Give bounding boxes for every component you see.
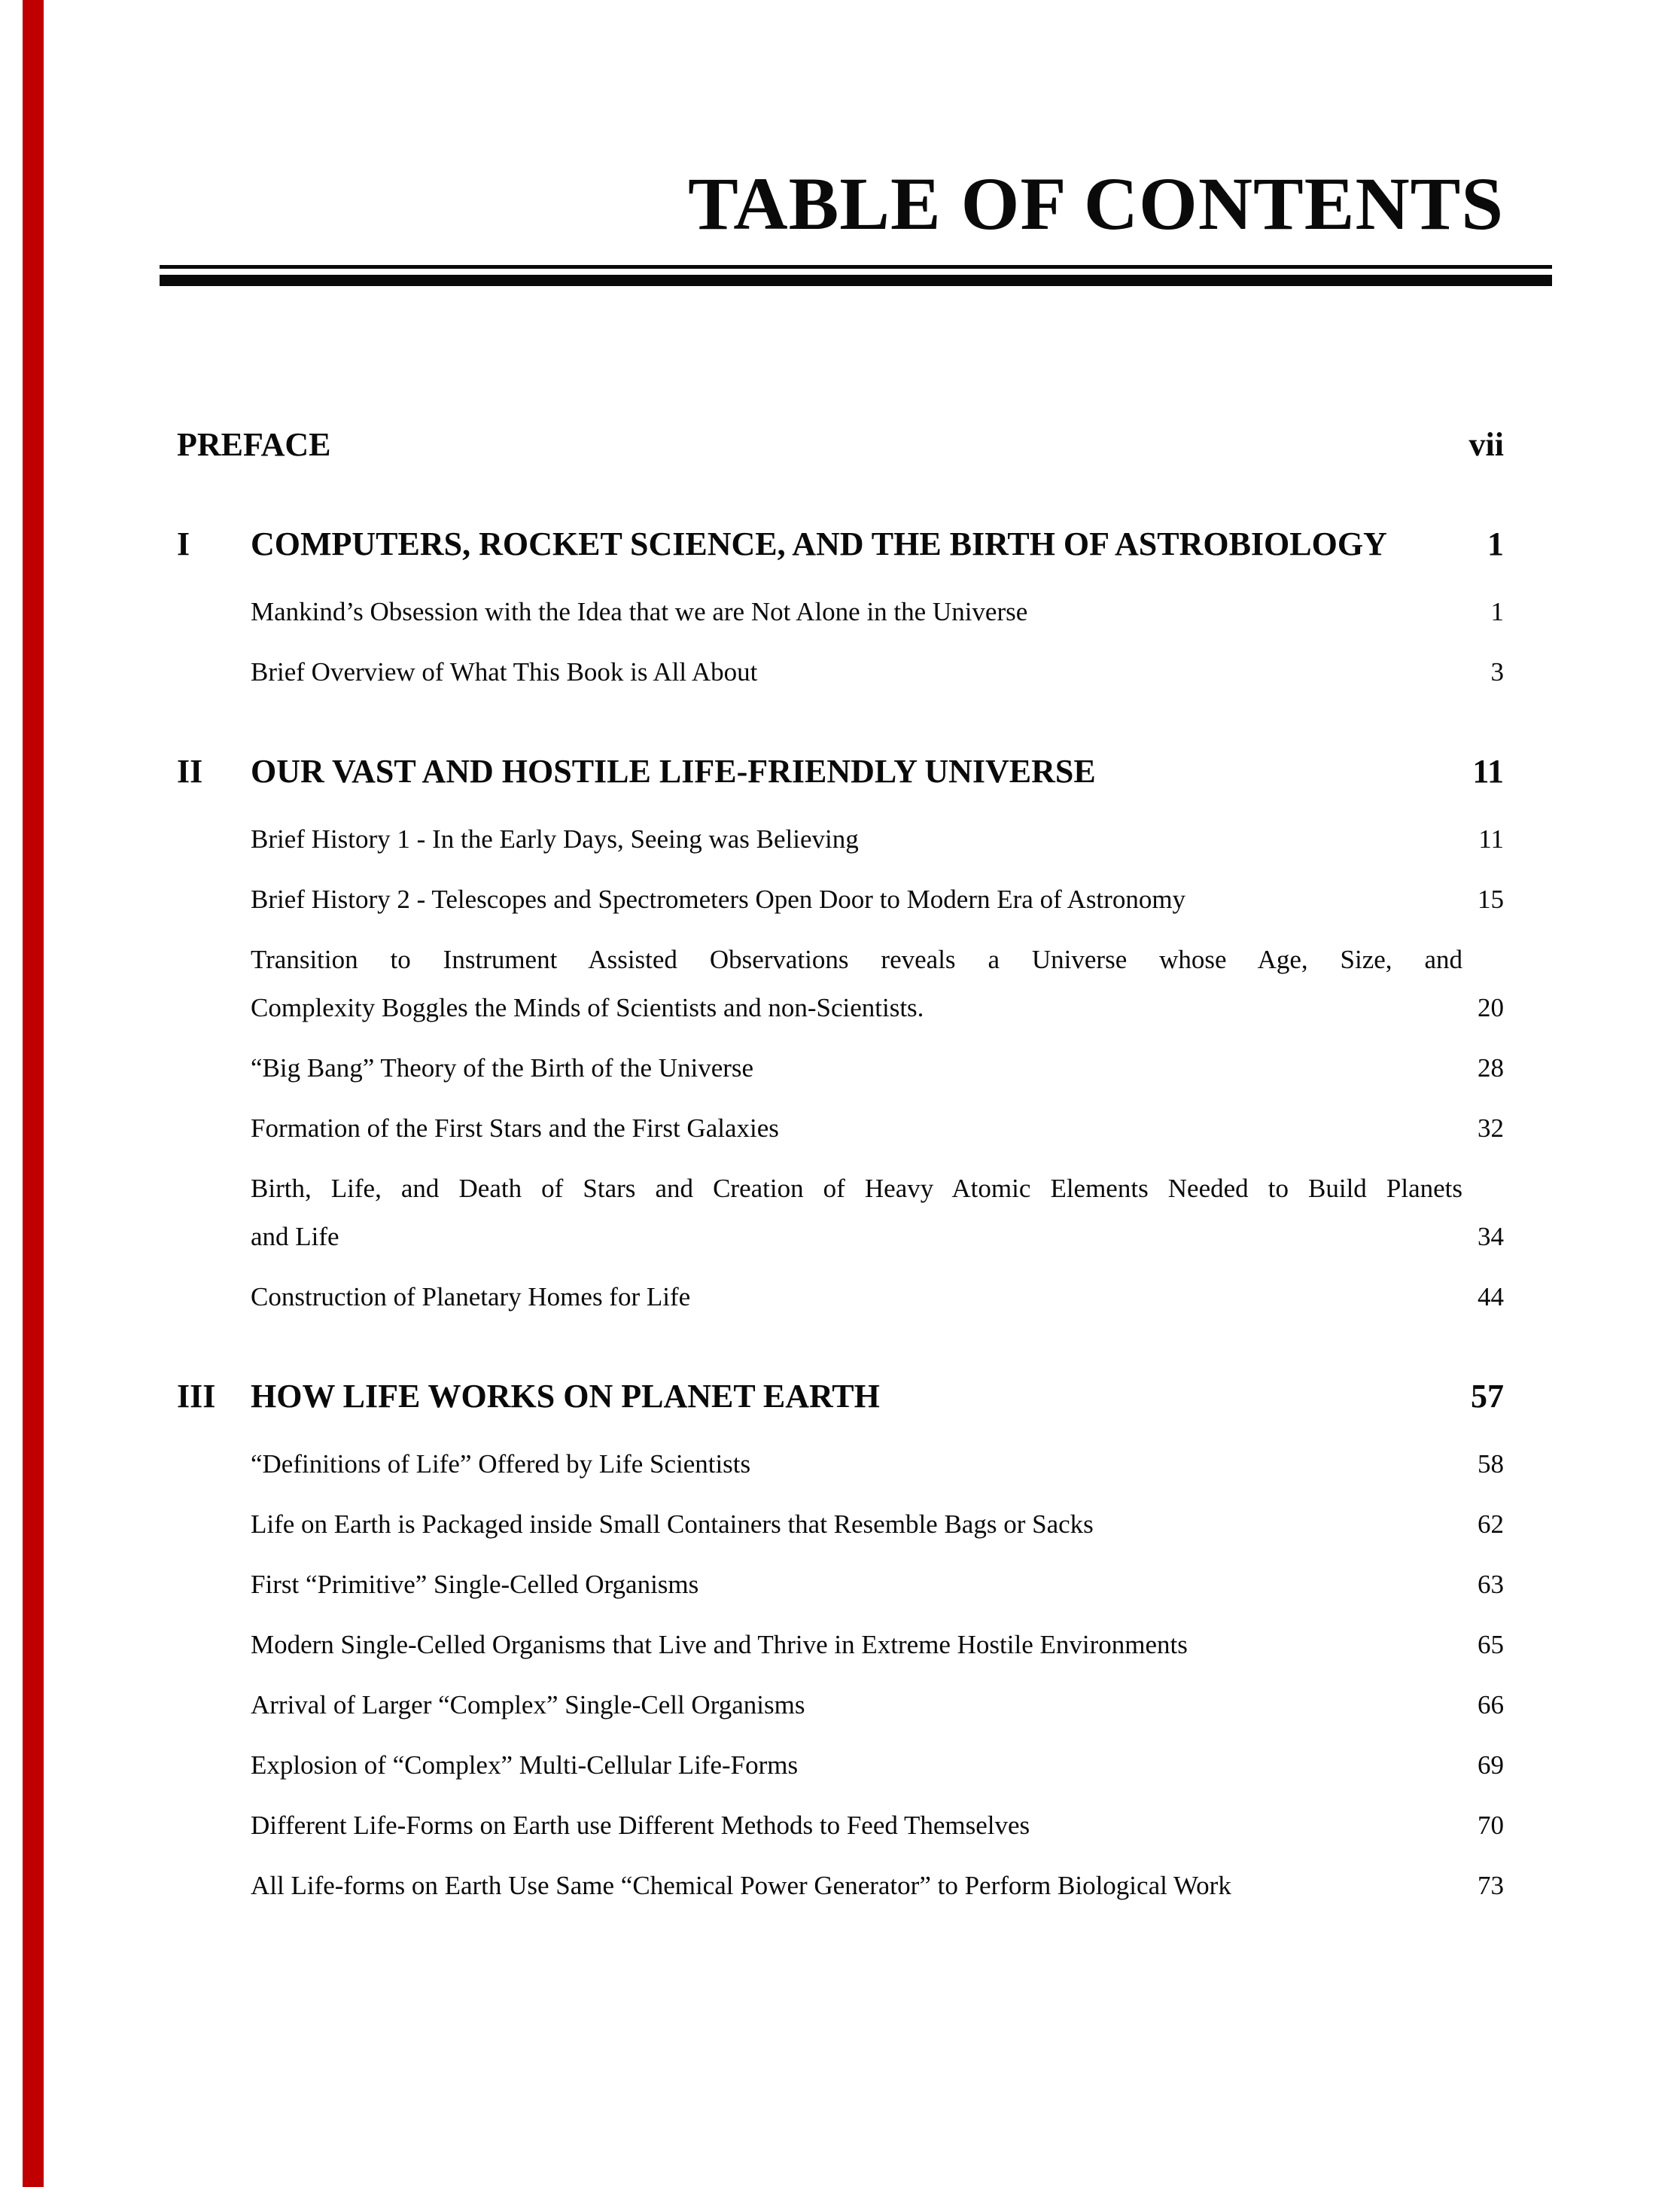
entry-row <box>251 876 1504 924</box>
entry-page-number: 11 <box>1478 824 1504 854</box>
entry-row <box>251 1741 1504 1790</box>
entry-line: “Definitions of Life” Offered by Life Scientists <box>251 1449 751 1479</box>
preface-page-number: vii <box>1468 426 1504 463</box>
entry-page-number: 28 <box>1478 1053 1504 1083</box>
entry-line: Brief History 2 - Telescopes and Spectrometers Open Door to Modern Era of Astronomy <box>251 885 1186 914</box>
entry-text <box>251 1440 1462 1488</box>
entry-line: Complexity Boggles the Minds of Scientists and non-Scientists. <box>251 993 924 1022</box>
entry-page-number: 15 <box>1478 885 1504 914</box>
entry-row <box>251 648 1504 696</box>
entry-row <box>251 936 1504 1032</box>
section-block <box>177 520 1504 696</box>
entry-page-number: 69 <box>1478 1750 1504 1780</box>
entry-text <box>251 1802 1462 1850</box>
entry-text <box>251 1681 1462 1729</box>
section-title: OUR VAST AND HOSTILE LIFE-FRIENDLY UNIVERSE <box>251 753 1096 790</box>
entry-page-number: 62 <box>1478 1509 1504 1539</box>
entry-row <box>251 1500 1504 1549</box>
entry-row <box>251 1044 1504 1092</box>
title-rule-thick-line <box>160 275 1552 286</box>
entry-row <box>251 1273 1504 1321</box>
entry-page-number: 66 <box>1478 1690 1504 1719</box>
entry-page-number: 20 <box>1478 993 1504 1022</box>
entry-row <box>251 815 1504 864</box>
section-block <box>177 1372 1504 1910</box>
entry-row <box>251 1561 1504 1609</box>
section-heading-row <box>177 1372 1504 1421</box>
entry-line: Transition to Instrument Assisted Observations reveals a Universe whose Age, Size, and <box>251 945 1462 974</box>
section-entries <box>177 588 1504 696</box>
section-heading-row <box>177 520 1504 568</box>
entry-row <box>251 1621 1504 1669</box>
entry-line: All Life-forms on Earth Use Same “Chemical Power Generator” to Perform Biological Work <box>251 1871 1231 1900</box>
page-content <box>177 0 1504 1922</box>
section-page-number: 1 <box>1487 525 1504 562</box>
entry-text <box>251 1273 1462 1321</box>
entry-row <box>251 1862 1504 1910</box>
entry-page-number: 73 <box>1478 1871 1504 1900</box>
entry-page-number: 3 <box>1490 657 1504 687</box>
left-accent-stripe <box>23 0 44 2187</box>
section-page-number: 57 <box>1471 1378 1504 1415</box>
entry-page-number: 34 <box>1478 1222 1504 1251</box>
title-rule <box>160 265 1552 286</box>
entry-row <box>251 1802 1504 1850</box>
entry-text <box>251 1104 1462 1153</box>
entry-line: Modern Single-Celled Organisms that Live and Thrive in Extreme Hostile Environments <box>251 1630 1188 1659</box>
entry-row <box>251 1165 1504 1261</box>
entry-line: Life on Earth is Packaged inside Small Containers that Resemble Bags or Sacks <box>251 1509 1094 1539</box>
entry-line: Formation of the First Stars and the First Galaxies <box>251 1113 779 1143</box>
section-entries <box>177 815 1504 1321</box>
entry-row <box>251 588 1504 636</box>
entry-text <box>251 1561 1462 1609</box>
preface-label: PREFACE <box>177 426 331 463</box>
entry-row <box>251 1440 1504 1488</box>
section-numeral: III <box>177 1378 216 1415</box>
entry-line: Construction of Planetary Homes for Life <box>251 1282 691 1311</box>
section-heading-row <box>177 748 1504 796</box>
toc-list <box>177 421 1504 1910</box>
entry-text <box>251 815 1463 864</box>
entry-line: Brief Overview of What This Book is All About <box>251 657 758 687</box>
entry-page-number: 63 <box>1478 1570 1504 1599</box>
entry-text <box>251 1621 1462 1669</box>
section-title: HOW LIFE WORKS ON PLANET EARTH <box>251 1378 880 1415</box>
entry-line: First “Primitive” Single-Celled Organisms <box>251 1570 699 1599</box>
section-entries <box>177 1440 1504 1910</box>
entry-page-number: 58 <box>1478 1449 1504 1479</box>
entry-page-number: 44 <box>1478 1282 1504 1311</box>
entry-text <box>251 648 1476 696</box>
entry-page-number: 65 <box>1478 1630 1504 1659</box>
entry-text <box>251 936 1462 1032</box>
toc-sections <box>177 520 1504 1910</box>
entry-row <box>251 1681 1504 1729</box>
entry-text <box>251 1165 1462 1261</box>
entry-page-number: 70 <box>1478 1811 1504 1840</box>
entry-line: and Life <box>251 1222 339 1251</box>
entry-line: Different Life-Forms on Earth use Different Methods to Feed Themselves <box>251 1811 1030 1840</box>
section-block <box>177 748 1504 1321</box>
entry-text <box>251 588 1476 636</box>
entry-page-number: 32 <box>1478 1113 1504 1143</box>
entry-text <box>251 1044 1462 1092</box>
entry-text <box>251 876 1462 924</box>
entry-text <box>251 1862 1462 1910</box>
entry-page-number: 1 <box>1490 597 1504 626</box>
page-title: TABLE OF CONTENTS <box>688 162 1504 245</box>
entry-line: Explosion of “Complex” Multi-Cellular Life-Forms <box>251 1750 799 1780</box>
entry-line: Arrival of Larger “Complex” Single-Cell Organisms <box>251 1690 805 1719</box>
section-numeral: II <box>177 753 203 790</box>
section-numeral: I <box>177 525 190 562</box>
entry-line: Mankind’s Obsession with the Idea that we are Not Alone in the Universe <box>251 597 1028 626</box>
section-page-number: 11 <box>1472 753 1504 790</box>
entry-text <box>251 1741 1462 1790</box>
section-title: COMPUTERS, ROCKET SCIENCE, AND THE BIRTH OF ASTROBIOLOGY <box>251 525 1387 562</box>
entry-line: Brief History 1 - In the Early Days, Seeing was Believing <box>251 824 859 854</box>
entry-line: Birth, Life, and Death of Stars and Creation of Heavy Atomic Elements Needed to Build Planets <box>251 1174 1462 1203</box>
preface-row <box>177 421 1504 469</box>
entry-text <box>251 1500 1462 1549</box>
entry-row <box>251 1104 1504 1153</box>
entry-line: “Big Bang” Theory of the Birth of the Universe <box>251 1053 754 1083</box>
title-rule-gap <box>160 269 1552 275</box>
